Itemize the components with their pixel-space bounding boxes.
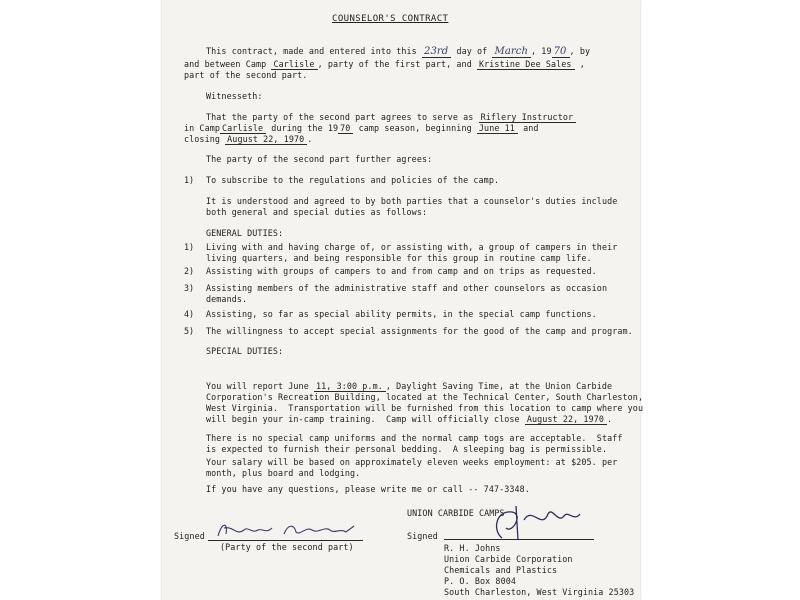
camp-field: Carlisle: [271, 59, 317, 70]
handwritten-signature-left: [214, 518, 364, 542]
handwritten-signature-right: [472, 500, 592, 542]
report-line-4: will begin your in-camp training. Camp will officially close August 22, 1970 .: [206, 414, 613, 424]
intro-line-1: This contract, made and entered into this 23rd day of March , 19 70 , by: [206, 46, 591, 57]
uniform-line: There is no special camp uniforms and the normal camp togs are acceptable. Staff: [206, 433, 623, 443]
understood-line: It is understood and agreed to by both parties that a counselor's duties include: [206, 196, 618, 206]
position-field: Riflery Instructor: [479, 112, 577, 123]
serve-line-3: closing August 22, 1970 .: [184, 134, 313, 144]
questions-line: If you have any questions, please write me or call -- 747-3348.: [206, 484, 530, 494]
report-line-3: West Virginia. Transportation will be furnished from this location to camp where you: [206, 403, 644, 413]
report-date-field: 11, 3:00 p.m.: [314, 381, 386, 392]
salary-line: month, plus board and lodging.: [206, 468, 361, 478]
duty-text: The willingness to accept special assignments for the good of the camp and program.: [206, 326, 633, 336]
document-title: COUNSELOR'S CONTRACT: [332, 14, 449, 24]
serve-camp-field: Carlisle: [220, 123, 266, 134]
duty-text: Living with and having charge of, or assisting with, a group of campers in their: [206, 242, 618, 252]
serve-year-field: 70: [338, 123, 353, 134]
serve-line-1: That the party of the second part agrees to serve as Riflery Instructor: [206, 112, 576, 122]
duty-text: Assisting members of the administrative staff and other counselors as occasion: [206, 283, 608, 293]
counselor-name-field: Kristine Dee Sales: [477, 59, 575, 70]
duty-number: 2): [184, 266, 195, 276]
day-field: 23rd: [422, 46, 451, 58]
salary-line: Your salary will be based on approximately eleven weeks employment: at $205. per: [206, 457, 618, 467]
duty-text: living quarters, and being responsible for this group in routine camp life.: [206, 253, 592, 263]
close-date-field: August 22, 1970: [225, 134, 307, 145]
begin-date-field: June 11: [477, 123, 518, 134]
duty-number: 3): [184, 283, 195, 293]
report-line-1: You will report June 11, 3:00 p.m. , Daylight Saving Time, at the Union Carbide: [206, 381, 613, 391]
serve-line-2: in Camp Carlisle during the 19 70 camp season, beginning June 11 and: [184, 123, 539, 133]
month-field: March: [492, 46, 531, 58]
further-agrees: The party of the second part further agrees:: [206, 154, 433, 164]
company-header: UNION CARBIDE CAMPS: [407, 508, 505, 518]
duty-number: 4): [184, 309, 195, 319]
item-text: To subscribe to the regulations and policies of the camp.: [206, 175, 500, 185]
contract-page: [162, 0, 644, 600]
intro-line-3: part of the second part.: [184, 70, 308, 80]
witnesseth: Witnesseth:: [206, 91, 263, 101]
signed-label-left: Signed: [174, 531, 205, 541]
report-line-2: Corporation's Recreation Building, located at the Technical Center, South Charleston,: [206, 392, 644, 402]
special-duties-heading: SPECIAL DUTIES:: [206, 346, 284, 356]
uniform-line: is expected to furnish their personal bedding. A sleeping bag is permissible.: [206, 444, 608, 454]
address-company: Union Carbide Corporation: [444, 554, 573, 564]
address-division: Chemicals and Plastics: [444, 565, 558, 575]
duty-number: 1): [184, 242, 195, 252]
duty-text: Assisting with groups of campers to and from camp and on trips as requested.: [206, 266, 597, 276]
second-party-caption: (Party of the second part): [220, 542, 354, 552]
duty-text: demands.: [206, 294, 248, 304]
intro-line-2: and between Camp Carlisle , party of the first part, and Kristine Dee Sales ,: [184, 59, 585, 69]
camp-close-date-field: August 22, 1970: [525, 414, 607, 425]
duty-number: 5): [184, 326, 195, 336]
understood-line: both general and special duties as follows:: [206, 207, 428, 217]
signed-label-right: Signed: [407, 531, 438, 541]
item-number: 1): [184, 175, 195, 185]
address-po-box: P. O. Box 8004: [444, 576, 516, 586]
address-city: South Charleston, West Virginia 25303: [444, 587, 635, 597]
year-field: 70: [552, 46, 570, 58]
general-duties-heading: GENERAL DUTIES:: [206, 228, 284, 238]
duty-text: Assisting, so far as special ability permits, in the special camp functions.: [206, 309, 597, 319]
address-name: R. H. Johns: [444, 543, 501, 553]
